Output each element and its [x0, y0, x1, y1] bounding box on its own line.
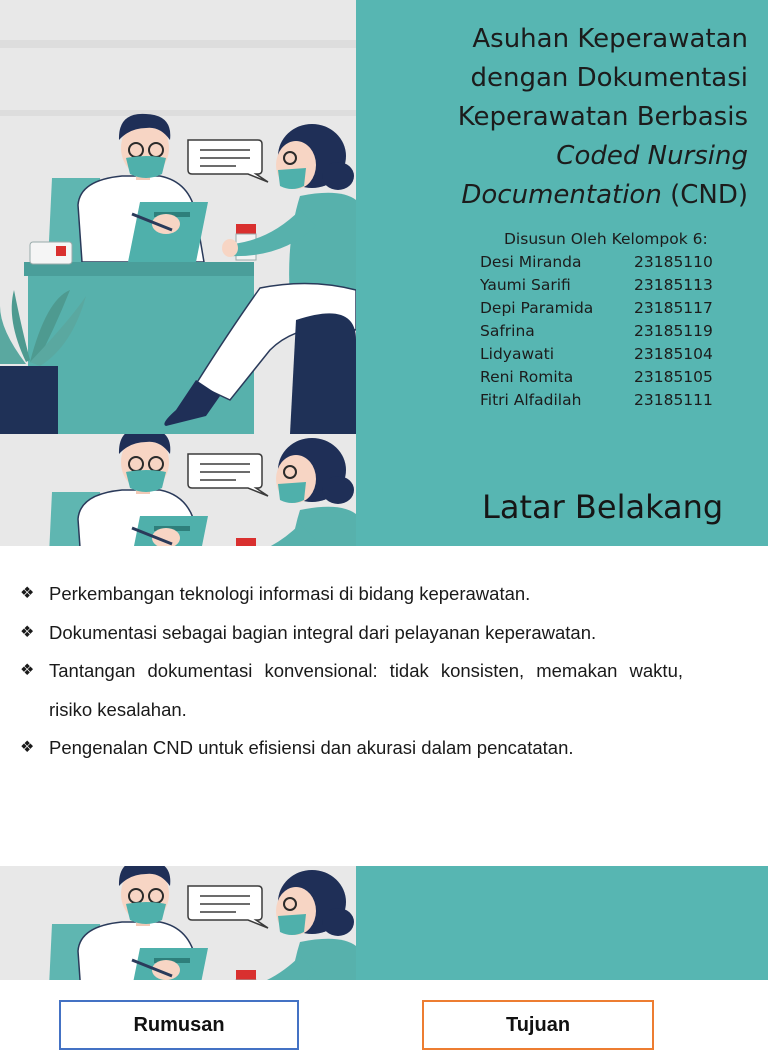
- nurse-patient-illustration: [0, 434, 356, 546]
- author-name: Safrina: [480, 322, 535, 340]
- bullet-text: Perkembangan teknologi informasi di bidang keperawatan.: [49, 583, 531, 604]
- title-line-5: [408, 176, 748, 215]
- heading-panel: [356, 866, 768, 980]
- list-item: [20, 575, 683, 614]
- author-name: Lidyawati: [480, 345, 555, 363]
- author-name: Yaumi Sarifi: [480, 276, 571, 294]
- bullet-text: Pengenalan CND untuk efisiensi dan akurasi dalam pencatatan.: [49, 737, 574, 758]
- diamond-bullet-icon: ❖: [20, 623, 35, 641]
- diamond-bullet-icon: ❖: [20, 662, 35, 679]
- third-slide-header: [0, 866, 768, 980]
- author-nim: 23185117: [634, 299, 713, 317]
- presentation-title: [408, 20, 748, 215]
- title-suffix: (CND): [661, 180, 748, 210]
- title-italic-2: Documentation: [461, 180, 662, 210]
- author-nim: 23185111: [634, 391, 713, 409]
- author-name: Depi Paramida: [480, 299, 594, 317]
- list-item: [20, 729, 683, 768]
- nurse-patient-illustration: [0, 866, 356, 980]
- title-line-4: [408, 137, 748, 176]
- author-row: [480, 389, 713, 412]
- author-row: [480, 320, 713, 343]
- author-list: [480, 228, 713, 412]
- author-name: Reni Romita: [480, 368, 574, 386]
- bullet-text: Dokumentasi sebagai bagian integral dari pelayanan keperawatan.: [49, 621, 597, 643]
- bullet-list: [20, 575, 683, 768]
- author-row: [480, 366, 713, 389]
- list-item: [20, 652, 683, 729]
- author-name: Desi Miranda: [480, 253, 582, 271]
- diamond-bullet-icon: ❖: [20, 739, 35, 756]
- title-line-3: Keperawatan Berbasis: [457, 102, 748, 132]
- author-nim: 23185119: [634, 322, 713, 340]
- section-heading: Latar Belakang: [482, 488, 724, 526]
- title-slide: [0, 0, 768, 434]
- diamond-bullet-icon: ❖: [20, 585, 35, 602]
- author-row: [480, 343, 713, 366]
- author-row: [480, 297, 713, 320]
- title-italic-1: Coded Nursing: [556, 141, 748, 171]
- author-nim: 23185113: [634, 276, 713, 294]
- title-line-1: Asuhan Keperawatan: [472, 24, 748, 54]
- list-item: [20, 614, 683, 653]
- author-row: [480, 274, 713, 297]
- author-row: [480, 251, 713, 274]
- nurse-patient-illustration: [0, 0, 356, 434]
- tujuan-box: Tujuan: [422, 1000, 654, 1050]
- title-line-2: dengan Dokumentasi: [470, 63, 748, 93]
- author-name: Fitri Alfadilah: [480, 391, 582, 409]
- author-nim: 23185105: [634, 368, 713, 386]
- author-nim: 23185110: [634, 253, 713, 271]
- author-nim: 23185104: [634, 345, 713, 363]
- rumusan-box: Rumusan: [59, 1000, 299, 1050]
- bullet-text: Tantangan dokumentasi konvensional: tidak konsisten, memakan waktu, risiko kesalahan.: [49, 660, 683, 720]
- author-heading: Disusun Oleh Kelompok 6:: [504, 230, 708, 248]
